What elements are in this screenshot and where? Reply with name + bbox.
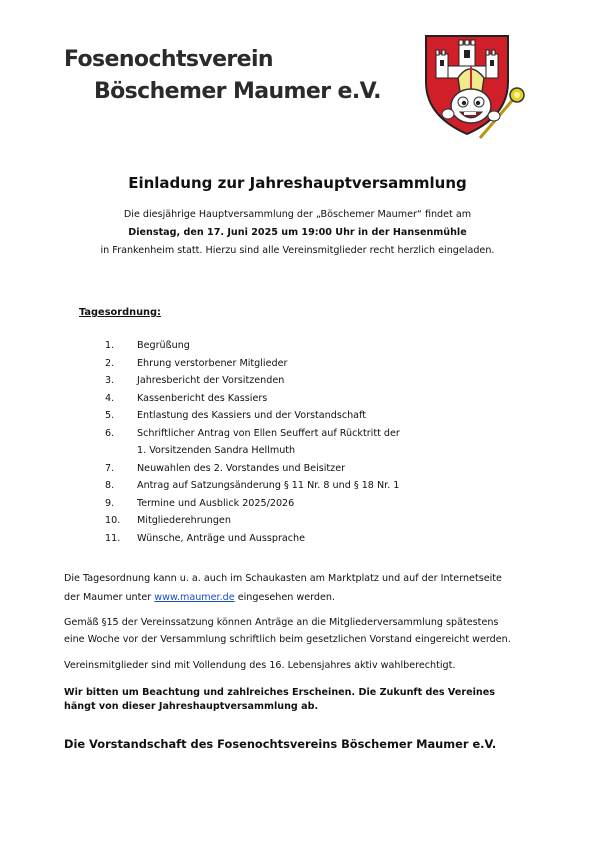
paragraph-agenda-availability [64, 569, 544, 607]
intro-paragraph [20, 206, 575, 260]
agenda-heading: Tagesordnung: [79, 307, 161, 318]
agenda-item-text-continuation: 1. Vorsitzenden Sandra Hellmuth [137, 445, 296, 456]
organization-name-line1: Fosenochtsverein [64, 47, 273, 72]
agenda-item-text: Mitgliederehrungen [137, 515, 231, 526]
paragraph-text: der Maumer unter [64, 592, 155, 603]
agenda-item-text: Wünsche, Anträge und Aussprache [137, 532, 306, 544]
paragraph-line: Wir bitten um Beachtung und zahlreiches Erscheinen. Die Zukunft des Vereines [64, 687, 495, 698]
agenda-item-text: Kassenbericht des Kassiers [137, 392, 268, 404]
agenda-item [105, 407, 545, 425]
paragraph-text: eingesehen werden. [234, 592, 336, 603]
agenda-item-text: Jahresbericht der Vorsitzenden [137, 375, 285, 386]
agenda-item-number: 9. [105, 497, 115, 509]
organization-name-line2: Böschemer Maumer e.V. [94, 79, 381, 104]
agenda-item-number: 4. [105, 392, 115, 404]
paragraph-motions [64, 614, 544, 648]
website-link[interactable]: www.maumer.de [154, 592, 235, 603]
agenda-item [105, 530, 545, 548]
signature-line: Die Vorstandschaft des Fosenochtsvereins Böschemer Maumer e.V. [64, 737, 497, 751]
agenda-item [105, 390, 545, 408]
agenda-item-number: 6. [105, 427, 115, 439]
agenda-item [105, 425, 545, 460]
agenda-item-text: Schriftlicher Antrag von Ellen Seuffert auf Rücktritt der [137, 427, 400, 439]
document-title: Einladung zur Jahreshauptversammlung [128, 174, 467, 192]
agenda-item-number: 1. [105, 340, 115, 351]
agenda-item-number: 7. [105, 462, 115, 474]
agenda-item-number: 11. [105, 532, 121, 544]
agenda-item-number: 10. [105, 515, 121, 526]
paragraph-line: hängt von dieser Jahreshauptversammlung ab. [64, 701, 319, 712]
intro-line: Die diesjährige Hauptversammlung der „Böschemer Maumer“ findet am [123, 209, 472, 220]
agenda-item [105, 372, 545, 390]
paragraph-line: Gemäß §15 der Vereinssatzung können Anträge an die Mitgliederversammlung spätestens [64, 617, 499, 628]
paragraph-line: eine Woche vor der Versammlung schriftlich beim gesetzlichen Vorstand eingereicht werden. [64, 634, 511, 645]
agenda-item [105, 495, 545, 513]
agenda-item-text: Begrüßung [137, 340, 190, 351]
agenda-item-number: 3. [105, 375, 115, 386]
paragraph-appeal [64, 686, 544, 714]
agenda-item-text: Neuwahlen des 2. Vorstandes und Beisitzer [137, 462, 346, 474]
agenda-item-text: Termine und Ausblick 2025/2026 [137, 497, 295, 509]
agenda-item-number: 8. [105, 480, 115, 491]
agenda-item-text: Ehrung verstorbener Mitglieder [137, 357, 288, 369]
agenda-item [105, 512, 545, 530]
agenda-list [105, 337, 545, 547]
agenda-item-number: 2. [105, 357, 115, 369]
agenda-item-text: Entlastung des Kassiers und der Vorstandschaft [137, 410, 367, 421]
agenda-item [105, 337, 545, 355]
agenda-item-text: Antrag auf Satzungsänderung § 11 Nr. 8 und § 18 Nr. 1 [137, 480, 400, 491]
agenda-item [105, 355, 545, 373]
intro-line: in Frankenheim statt. Hierzu sind alle Vereinsmitglieder recht herzlich eingeladen. [100, 245, 495, 256]
agenda-item [105, 477, 545, 495]
paragraph-voting-rights: Vereinsmitglieder sind mit Vollendung des 16. Lebensjahres aktiv wahlberechtigt. [64, 660, 456, 671]
agenda-item-number: 5. [105, 410, 115, 421]
agenda-item [105, 460, 545, 478]
paragraph-line [64, 588, 544, 607]
paragraph-line: Die Tagesordnung kann u. a. auch im Schaukasten am Marktplatz und auf der Internetseite [64, 573, 502, 584]
club-mascot-logo [418, 30, 530, 148]
intro-event-datetime: Dienstag, den 17. Juni 2025 um 19:00 Uhr in der Hansenmühle [128, 227, 467, 238]
organization-name [64, 44, 381, 108]
